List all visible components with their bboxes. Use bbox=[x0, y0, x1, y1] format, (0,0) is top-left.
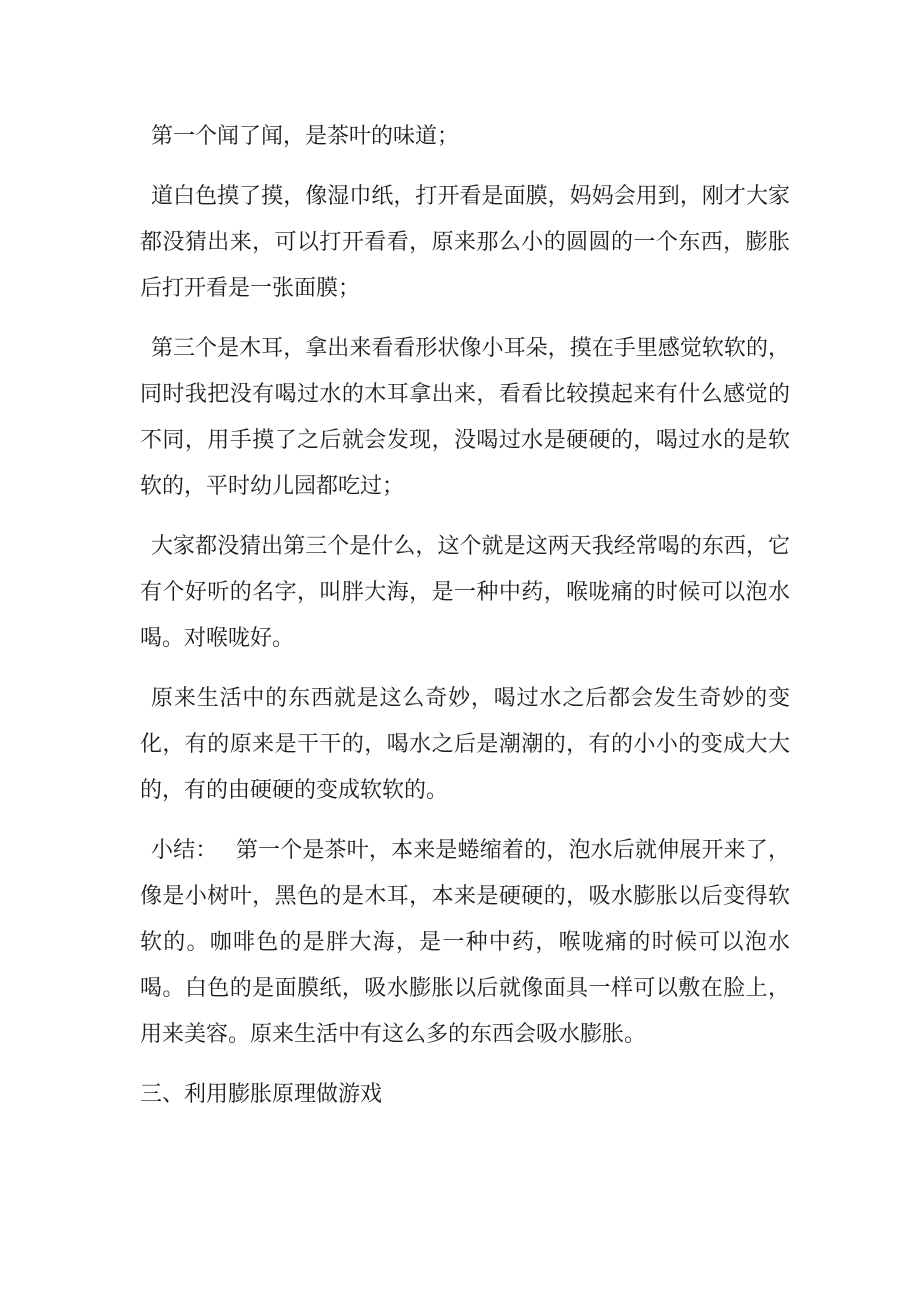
document-body bbox=[140, 114, 790, 1132]
paragraph-malva-nut: 大家都没猜出第三个是什么，这个就是这两天我经常喝的东西，它有个好听的名字，叫胖大海，是一种中药，喉咙痛的时候可以泡水喝。对喉咙好。 bbox=[140, 534, 790, 651]
paragraph-wood-ear: 第三个是木耳，拿出来看看形状像小耳朵，摸在手里感觉软软的，同时我把没有喝过水的木耳拿出来，看看比较摸起来有什么感觉的不同，用手摸了之后就会发现，没喝过水是硬硬的，喝过水的是软软的，平时幼儿园都吃过； bbox=[140, 336, 790, 499]
section-heading: 三、利用膨胀原理做游戏 bbox=[140, 1082, 383, 1107]
paragraph-face-mask: 道白色摸了摸，像湿巾纸，打开看是面膜，妈妈会用到，刚才大家都没猜出来，可以打开看看，原来那么小的圆圆的一个东西，膨胀后打开看是一张面膜； bbox=[140, 184, 790, 301]
paragraph-wonder: 原来生活中的东西就是这么奇妙，喝过水之后都会发生奇妙的变化，有的原来是干干的，喝水之后是潮潮的，有的小小的变成大大的，有的由硬硬的变成软软的。 bbox=[140, 686, 790, 803]
paragraph-tea-smell: 第一个闻了闻，是茶叶的味道； bbox=[151, 124, 460, 149]
paragraph-summary: 小结： 第一个是茶叶，本来是蜷缩着的，泡水后就伸展开来了，像是小树叶，黑色的是木耳，本来是硬硬的，吸水膨胀以后变得软软的。咖啡色的是胖大海，是一种中药，喉咙痛的时候可以泡水喝。白色的是面膜纸，吸水膨胀以后就像面具一样可以敷在脸上，用来美容。原来生活中有这么多的东西会吸水膨胀。 bbox=[140, 838, 790, 1047]
